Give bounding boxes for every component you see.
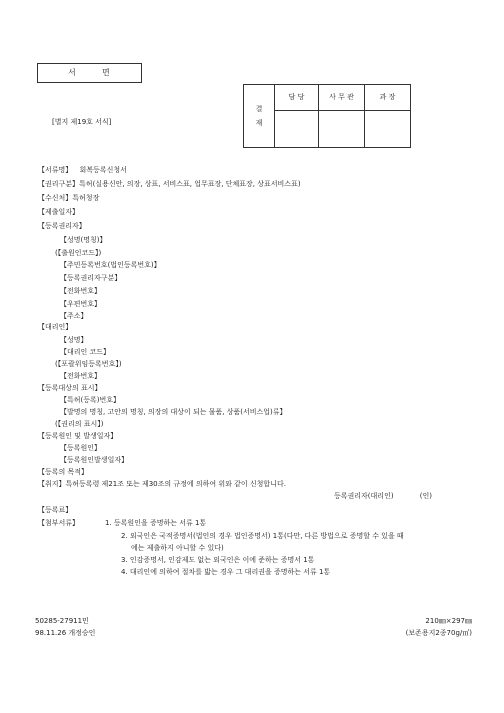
footer-paper-size: 210㎜×297㎜: [425, 617, 472, 625]
agent-phone: 【전화번호】: [60, 372, 102, 380]
approval-header-officer: 사 무 관: [319, 85, 365, 111]
document-name-value: 회복등록신청서: [79, 166, 127, 174]
agent: 【대리인】: [38, 323, 73, 331]
footer-approval-date: 98.11.26 개정승인: [35, 629, 96, 637]
agent-code: 【대리인 코드】: [60, 348, 111, 356]
attachments-label: 【첨부서류】: [38, 519, 80, 527]
document-name-label: 【서류명】: [38, 166, 73, 174]
signer-label: 등록권리자(대리인): [334, 492, 394, 500]
attachment-item-1: 1. 등록원인을 증명하는 서류 1통: [105, 519, 207, 527]
purport: 【취지】특허등록령 제21조 또는 제30조의 규정에 의하여 위와 같이 신청합니다.: [38, 480, 286, 488]
general-power-number: (【포괄위임등록번호】): [55, 360, 122, 368]
registration-fee: 【등록료】: [38, 506, 73, 514]
holder-postal-code: 【우편번호】: [60, 300, 102, 308]
recipient: 【수신처】특허청장: [38, 194, 100, 202]
attachment-item-2-cont: 에는 제출하지 아니할 수 있다): [131, 544, 224, 552]
applicant-code: (【출원인코드】): [55, 249, 102, 257]
holder-name: 【성명(명칭)】: [60, 236, 107, 244]
approval-side-label: [244, 85, 275, 148]
approval-side-label-2: 재: [255, 119, 263, 127]
target-indication: 【등록대상의 표시】: [38, 384, 102, 392]
seal-mark: (인): [419, 492, 433, 500]
agent-name: 【성명】: [60, 336, 88, 344]
form-title-box: [37, 63, 142, 83]
form-title-char-1: 서: [68, 68, 76, 77]
submission-date: 【제출일자】: [38, 208, 80, 216]
holder-category: 【등록권리자구분】: [60, 274, 122, 282]
holder-address: 【주소】: [60, 312, 88, 320]
footer-paper-type: (보존용지2종70g/㎡): [405, 629, 472, 637]
footer-form-number: 50285-27911민: [35, 617, 89, 625]
approval-sign-director[interactable]: [365, 111, 411, 148]
registration-purpose: 【등록의 목적】: [38, 468, 89, 476]
attachment-item-2: 2. 외국인은 국적증명서(법인의 경우 법인증명서) 1통(다만, 다른 방법으로 증명할 수 있을 때: [121, 532, 404, 540]
form-title-char-2: 면: [102, 68, 110, 77]
approval-side-label-1: 결: [255, 105, 263, 113]
right-indication: (【권리의 표시】): [55, 420, 104, 428]
attachment-item-4: 4. 대리인에 의하여 절차를 밟는 경우 그 대리권을 증명하는 서류 1통: [121, 568, 331, 576]
registration-cause: 【등록원인】: [60, 444, 102, 452]
approval-sign-officer[interactable]: [319, 111, 365, 148]
right-holder: 【등록권리자】: [38, 222, 86, 230]
cause-and-date: 【등록원인 및 발생일자】: [38, 432, 118, 440]
patent-number: 【특허(등록)번호】: [60, 396, 121, 404]
right-type: 【권리구분】특허(실용신안, 의장, 상표, 서비스표, 업무표장, 단체표장, 상표서비스표): [38, 180, 301, 188]
invention-title: 【발명의 명칭, 고안의 명칭, 의장의 대상이 되는 물품, 상품(서비스업)류】: [60, 408, 287, 416]
registration-cause-date: 【등록원인발생일자】: [60, 456, 129, 464]
holder-phone: 【전화번호】: [60, 287, 102, 295]
resident-number: 【주민등록번호(법인등록번호)】: [60, 261, 161, 269]
signer-line: [334, 493, 432, 500]
approval-sign-staff[interactable]: [275, 111, 319, 148]
attachment-item-3: 3. 인감증명서, 인감제도 없는 외국인은 이에 준하는 증명서 1통: [121, 556, 315, 564]
approval-header-director: 과 장: [365, 85, 411, 111]
approval-table: [243, 84, 411, 148]
annex-label: [별지 제19호 서식]: [52, 118, 112, 126]
approval-header-staff: 담 당: [275, 85, 319, 111]
document-name-row: [38, 167, 127, 174]
